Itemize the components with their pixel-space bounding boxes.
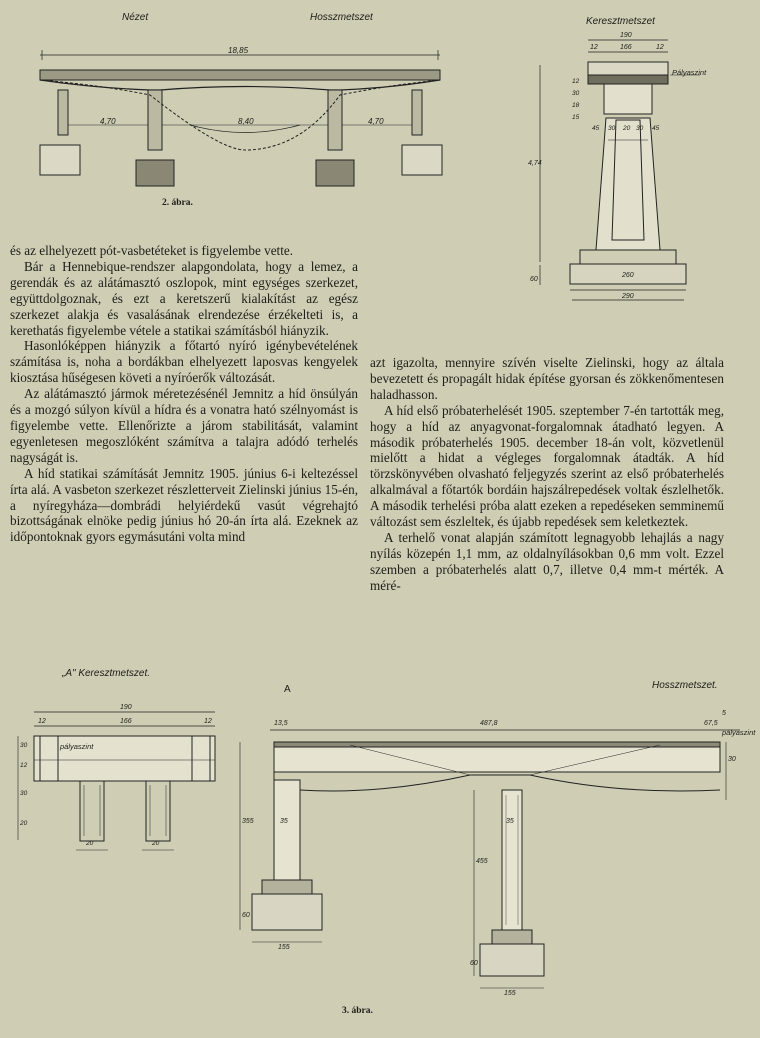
fig3-dim-cross-edge-left: 12 bbox=[38, 718, 46, 725]
fig2-label-longitudinal: Hosszmetszet bbox=[310, 12, 373, 23]
fig2-dim-vert-b: 30 bbox=[572, 90, 580, 97]
fig2-dim-vert-c: 18 bbox=[572, 102, 580, 109]
fig3-dim-cross-col-a: 20 bbox=[86, 840, 94, 847]
fig2-dim-footing-width-a: 260 bbox=[622, 272, 634, 279]
fig2-dim-edge-left: 12 bbox=[590, 44, 598, 51]
fig3-dim-long-right-b: 5 bbox=[722, 710, 726, 717]
fig3-dim-cross-vert-a: 30 bbox=[20, 742, 28, 749]
fig3-caption: 3. ábra. bbox=[342, 1006, 373, 1016]
fig2-dim-flange-e: 45 bbox=[652, 125, 660, 132]
fig2-dim-vert-a: 12 bbox=[572, 78, 580, 85]
fig3-longitudinal-drawing bbox=[240, 730, 740, 988]
fig3-dim-long-span: 487,8 bbox=[480, 720, 498, 727]
fig2-label-deck-level: Pályaszint bbox=[672, 68, 707, 77]
fig3-dim-long-deck: 30 bbox=[728, 756, 736, 763]
paragraph: A híd első próbaterhelését 1905. szeptember 7-én tartották meg, hogy a híd az anyagvonat-forgalomnak átadható legyen. A második próbaterhelés 1905. december 18-án volt, közvetlenül mielőtt a hidat a végleges forgalomnak átadták. A híd törzskönyvében olvasható feljegyzés szerint az első próbaterhelés alkalmával a főtartók bordáin hajszálrepedések voltak észlelhetők. A második terhelési próba alatt ezeken a repedéseken semminemű változást sem észleltek, és újabb repedések sem keletkeztek. bbox=[370, 402, 724, 530]
fig2-dim-cross-total: 190 bbox=[620, 32, 632, 39]
fig3-dim-footing-b: 155 bbox=[278, 944, 290, 951]
fig3-dim-pier-height-b: 455 bbox=[476, 858, 488, 865]
fig2-label-view: Nézet bbox=[122, 12, 149, 23]
fig3-dim-pier-width-a: 35 bbox=[280, 818, 288, 825]
fig2-dim-pier-height: 4,74 bbox=[528, 160, 542, 167]
text-column-right bbox=[370, 355, 724, 594]
fig3-dim-pier-width-b: 35 bbox=[506, 818, 514, 825]
fig3-dim-footing-a: 60 bbox=[242, 912, 250, 919]
fig3-cross-section-drawing bbox=[18, 712, 215, 850]
fig3-label-longitudinal: Hosszmetszet. bbox=[652, 680, 718, 691]
fig3-dim-cross-inner: 166 bbox=[120, 718, 132, 725]
fig3-label-section-mark: A bbox=[284, 684, 291, 695]
paragraph: Az alátámasztó jármok méretezésénél Jemnitz a híd önsúlyán és a mozgó súlyon kívül a hídra és a vonatra ható szélnyomást is figyelembe vette. Ellenőrizte a járom stabilitását, valamint egyenletesen megoszlóként számítva a talajra adódó terhelés nagyságát is. bbox=[10, 386, 358, 465]
fig3-dim-cross-vert-b: 12 bbox=[20, 762, 28, 769]
fig3-dim-cross-vert-d: 20 bbox=[20, 820, 28, 827]
fig2-dim-footing-width-b: 290 bbox=[622, 293, 634, 300]
fig3-label-deck-level-left: pályaszint bbox=[60, 742, 94, 751]
fig2-dim-edge-right: 12 bbox=[656, 44, 664, 51]
fig3-dim-cross-vert-c: 30 bbox=[20, 790, 28, 797]
fig2-dim-flange-c: 20 bbox=[623, 125, 631, 132]
fig3-dim-long-right: 67,5 bbox=[704, 720, 718, 727]
fig2-dim-span-right: 4,70 bbox=[368, 117, 384, 126]
fig2-label-cross: Keresztmetszet bbox=[586, 16, 655, 27]
fig2-cross-section-drawing bbox=[540, 40, 700, 300]
fig2-dim-flange-b: 30 bbox=[608, 125, 616, 132]
fig3-dim-cross-total: 190 bbox=[120, 704, 132, 711]
fig2-dim-span-left: 4,70 bbox=[100, 117, 116, 126]
paragraph: azt igazolta, mennyire szívén viselte Zielinski, hogy az általa bevezetett és propagált hidak építése gyorsan és zökkenőmentesen haladhasson. bbox=[370, 355, 724, 402]
fig2-dim-flange-a: 45 bbox=[592, 125, 600, 132]
paragraph: és az elhelyezett pót-vasbetéteket is figyelembe vette. bbox=[10, 243, 294, 258]
fig3-dim-pier-height-a: 355 bbox=[242, 818, 254, 825]
fig2-dim-flange-d: 30 bbox=[636, 125, 644, 132]
fig2-dim-footing-depth: 60 bbox=[530, 276, 538, 283]
fig3-label-deck-level-right: pályaszint bbox=[722, 728, 756, 737]
fig2-dim-cross-inner: 166 bbox=[620, 44, 632, 51]
fig3-dim-cross-edge-right: 12 bbox=[204, 718, 212, 725]
paragraph: Bár a Hennebique-rendszer alapgondolata, hogy a lemez, a gerendák és az alátámasztó oszlopok, mint egységes szerkezet, együttdolgoznak, és ezt a keretszerű kialakítást az egész szerkezet alakja és vasalásának elrendezése érzékelteti is, a kerethatás figyelembe vétele a statikai számításból hiányzik. bbox=[10, 258, 358, 338]
text-column-left bbox=[10, 243, 358, 545]
fig2-dim-span-mid: 8,40 bbox=[238, 117, 254, 126]
fig3-dim-cross-col-b: 20 bbox=[152, 840, 160, 847]
paragraph: Hasonlóképpen hiányzik a főtartó nyíró igénybevételének számítása is, noha a bordákban elhelyezett laposvas kengyelek kiosztása hűségesen követi a nyíróerők változását. bbox=[10, 338, 358, 386]
paragraph: A terhelő vonat alapján számított legnagyobb lehajlás a nagy nyílás közepén 1,1 mm, az oldalnyílásokban 0,6 mm volt. Ezzel szemben a próbaterhelés alatt 0,7, illetve 0,4 mm-t mérték. A méré- bbox=[370, 529, 724, 593]
fig3-dim-footing-d: 155 bbox=[504, 990, 516, 997]
fig2-dim-total-length: 18,85 bbox=[228, 46, 249, 55]
fig2-dim-vert-d: 15 bbox=[572, 114, 580, 121]
paragraph: A híd statikai számítását Jemnitz 1905. június 6-i keltezéssel írta alá. A vasbeton szerkezet részletterveit Zielinski június 15-én, a nyíregyháza—dombrádi helyiérdekű vasút végrehajtó bizottságának elnöke pedig június hó 20-án írta alá. Ezeknek az időpontoknak gyors egymásutáni volta mind bbox=[10, 465, 358, 545]
fig3-label-cross-a: „A" Keresztmetszet. bbox=[62, 668, 151, 679]
fig2-caption: 2. ábra. bbox=[162, 198, 193, 208]
fig3-dim-long-left: 13,5 bbox=[274, 720, 288, 727]
fig3-dim-footing-c: 60 bbox=[470, 960, 478, 967]
